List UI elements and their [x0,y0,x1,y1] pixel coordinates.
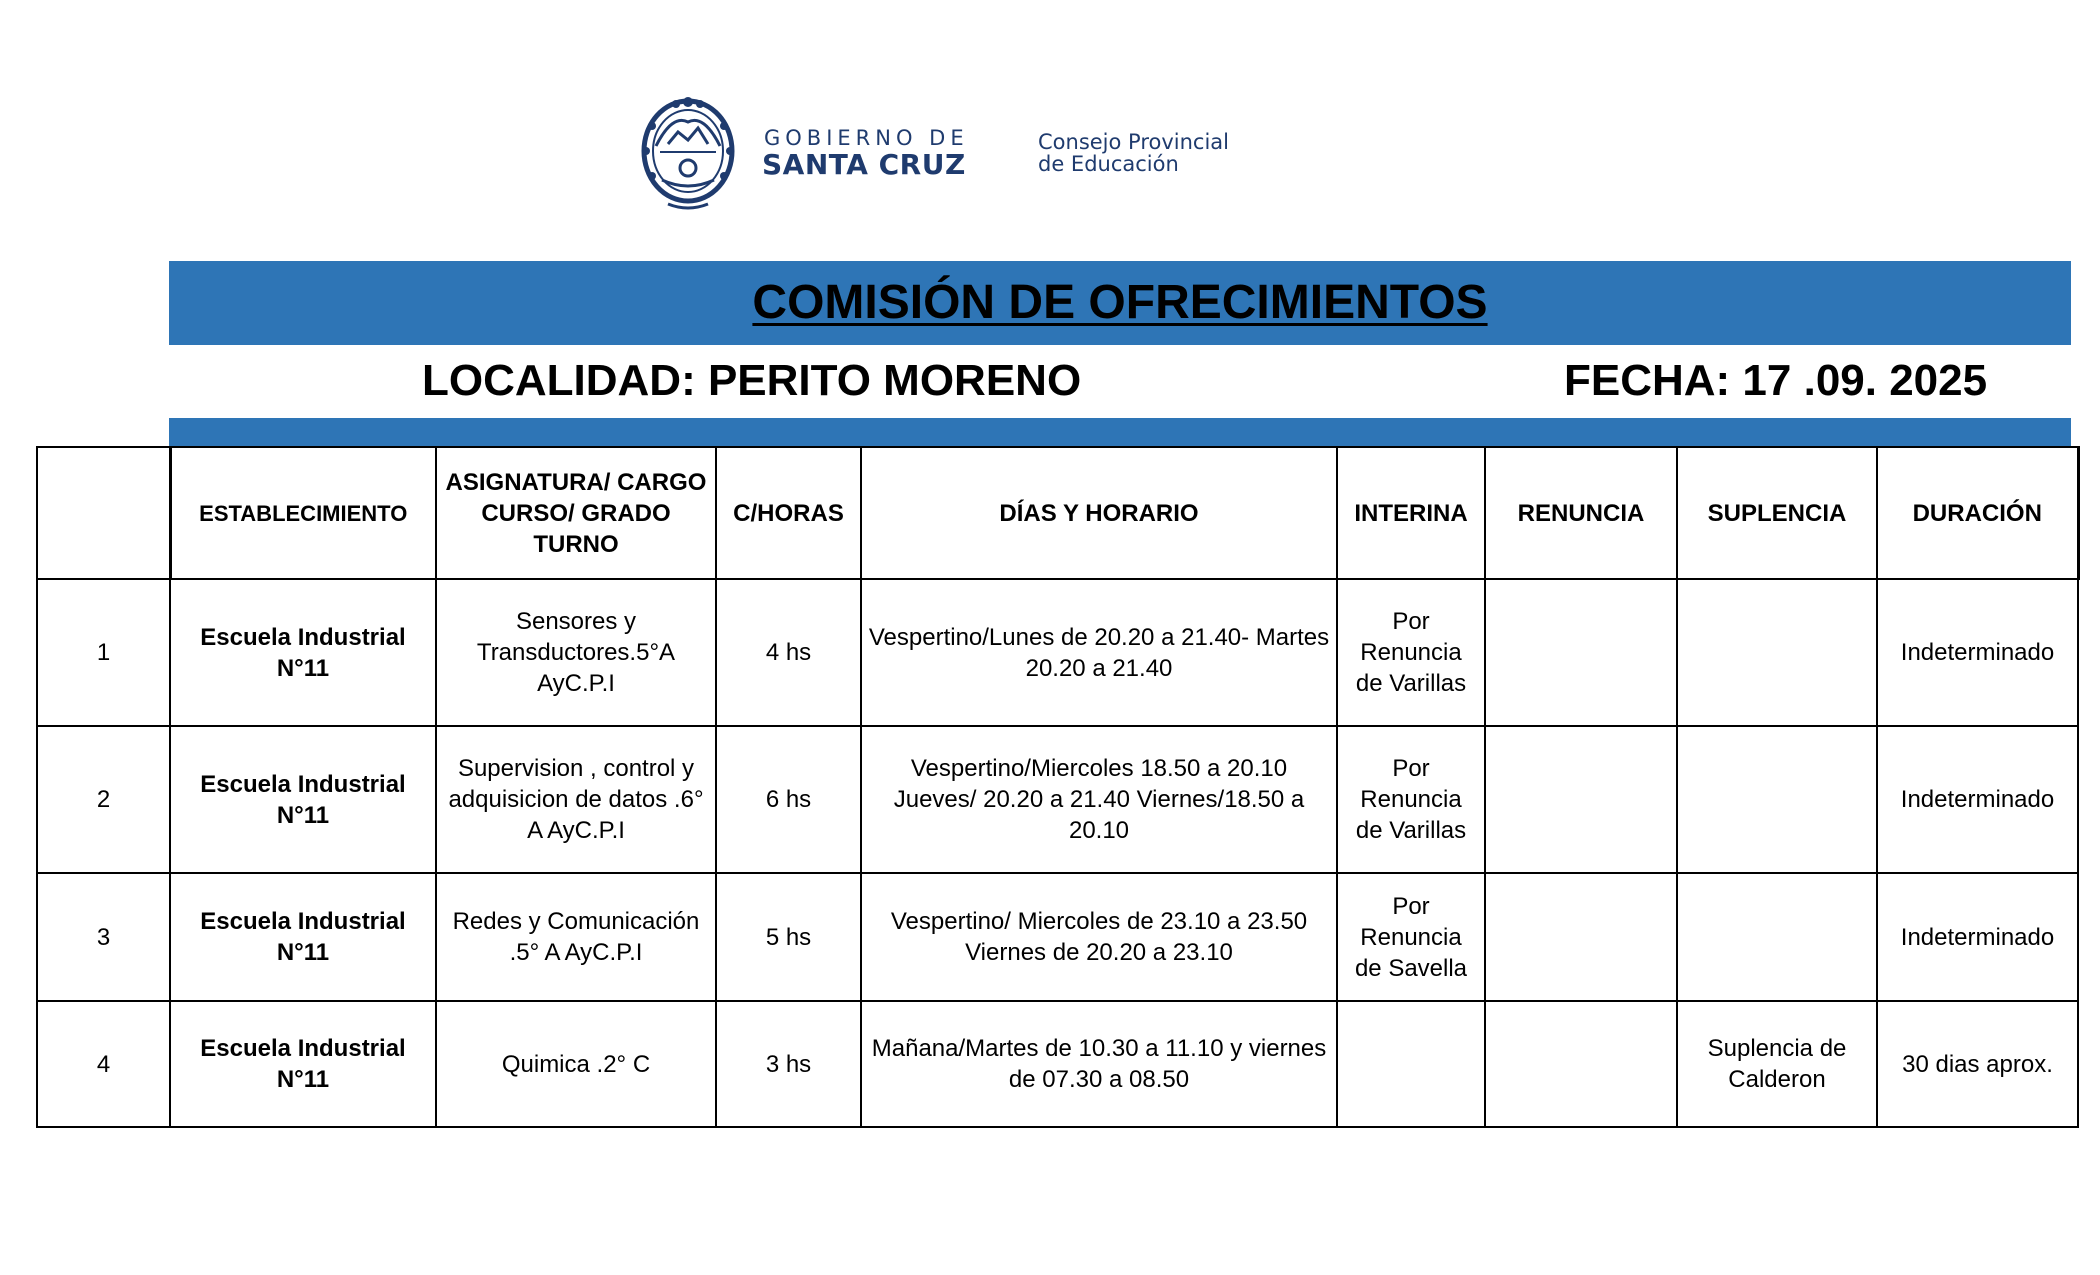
row-number: 4 [37,1001,170,1127]
table-header-row [37,447,2078,579]
header-horas: C/HORAS [716,447,861,579]
interina-cell [1337,1001,1485,1127]
duracion-cell: Indeterminado [1877,873,2078,1001]
dias-cell: Mañana/Martes de 10.30 a 11.10 y viernes de 07.30 a 08.50 [861,1001,1337,1127]
header-duracion: DURACIÓN [1877,447,2078,579]
gobierno-line2: SANTA CRUZ [762,148,966,181]
establecimiento-cell: Escuela Industrial N°11 [170,579,436,726]
asignatura-cell: Supervision , control y adquisicion de datos .6° A AyC.P.I [436,726,716,873]
header-dias: DÍAS Y HORARIO [861,447,1337,579]
header-number-blank [37,447,170,579]
header-renuncia: RENUNCIA [1485,447,1677,579]
santa-cruz-seal-icon [638,96,738,214]
establecimiento-cell: Escuela Industrial N°11 [170,1001,436,1127]
horas-cell: 4 hs [716,579,861,726]
duracion-cell: 30 dias aprox. [1877,1001,2078,1127]
renuncia-cell [1485,1001,1677,1127]
renuncia-cell [1485,873,1677,1001]
establecimiento-cell: Escuela Industrial N°11 [170,873,436,1001]
dias-cell: Vespertino/Miercoles 18.50 a 20.10 Jueves/ 20.20 a 21.40 Viernes/18.50 a 20.10 [861,726,1337,873]
offers-table [36,446,2080,1128]
interina-cell: Por Renuncia de Savella [1337,873,1485,1001]
renuncia-cell [1485,579,1677,726]
suplencia-cell: Suplencia de Calderon [1677,1001,1877,1127]
horas-cell: 6 hs [716,726,861,873]
table-row [37,1001,2078,1127]
fecha-label: FECHA: 17 .09. 2025 [1564,356,1988,405]
duracion-cell: Indeterminado [1877,579,2078,726]
duracion-cell: Indeterminado [1877,726,2078,873]
table-row [37,726,2078,873]
establecimiento-cell: Escuela Industrial N°11 [170,726,436,873]
header-asignatura: ASIGNATURA/ CARGO CURSO/ GRADO TURNO [436,447,716,579]
header-logo-area [638,96,1278,216]
suplencia-cell [1677,726,1877,873]
gobierno-line1: GOBIERNO DE [764,126,969,150]
interina-cell: Por Renuncia de Varillas [1337,579,1485,726]
interina-cell: Por Renuncia de Varillas [1337,726,1485,873]
table-row [37,873,2078,1001]
header-suplencia: SUPLENCIA [1677,447,1877,579]
row-number: 2 [37,726,170,873]
asignatura-cell: Redes y Comunicación .5° A AyC.P.I [436,873,716,1001]
dias-cell: Vespertino/Lunes de 20.20 a 21.40- Martes 20.20 a 21.40 [861,579,1337,726]
header-interina: INTERINA [1337,447,1485,579]
page-title: COMISIÓN DE OFRECIMIENTOS [752,276,1488,329]
renuncia-cell [1485,726,1677,873]
row-number: 1 [37,579,170,726]
header-establecimiento: ESTABLECIMIENTO [170,447,436,579]
table-row [37,579,2078,726]
asignatura-cell: Quimica .2° C [436,1001,716,1127]
localidad-label: LOCALIDAD: PERITO MORENO [422,356,1082,405]
suplencia-cell [1677,579,1877,726]
title-band [169,261,2071,345]
horas-cell: 3 hs [716,1001,861,1127]
consejo-line1: Consejo Provincial [1038,130,1230,154]
horas-cell: 5 hs [716,873,861,1001]
divider-band [169,418,2071,446]
consejo-line2: de Educación [1038,152,1179,176]
asignatura-cell: Sensores y Transductores.5°A AyC.P.I [436,579,716,726]
row-number: 3 [37,873,170,1001]
dias-cell: Vespertino/ Miercoles de 23.10 a 23.50 Viernes de 20.20 a 23.10 [861,873,1337,1001]
suplencia-cell [1677,873,1877,1001]
